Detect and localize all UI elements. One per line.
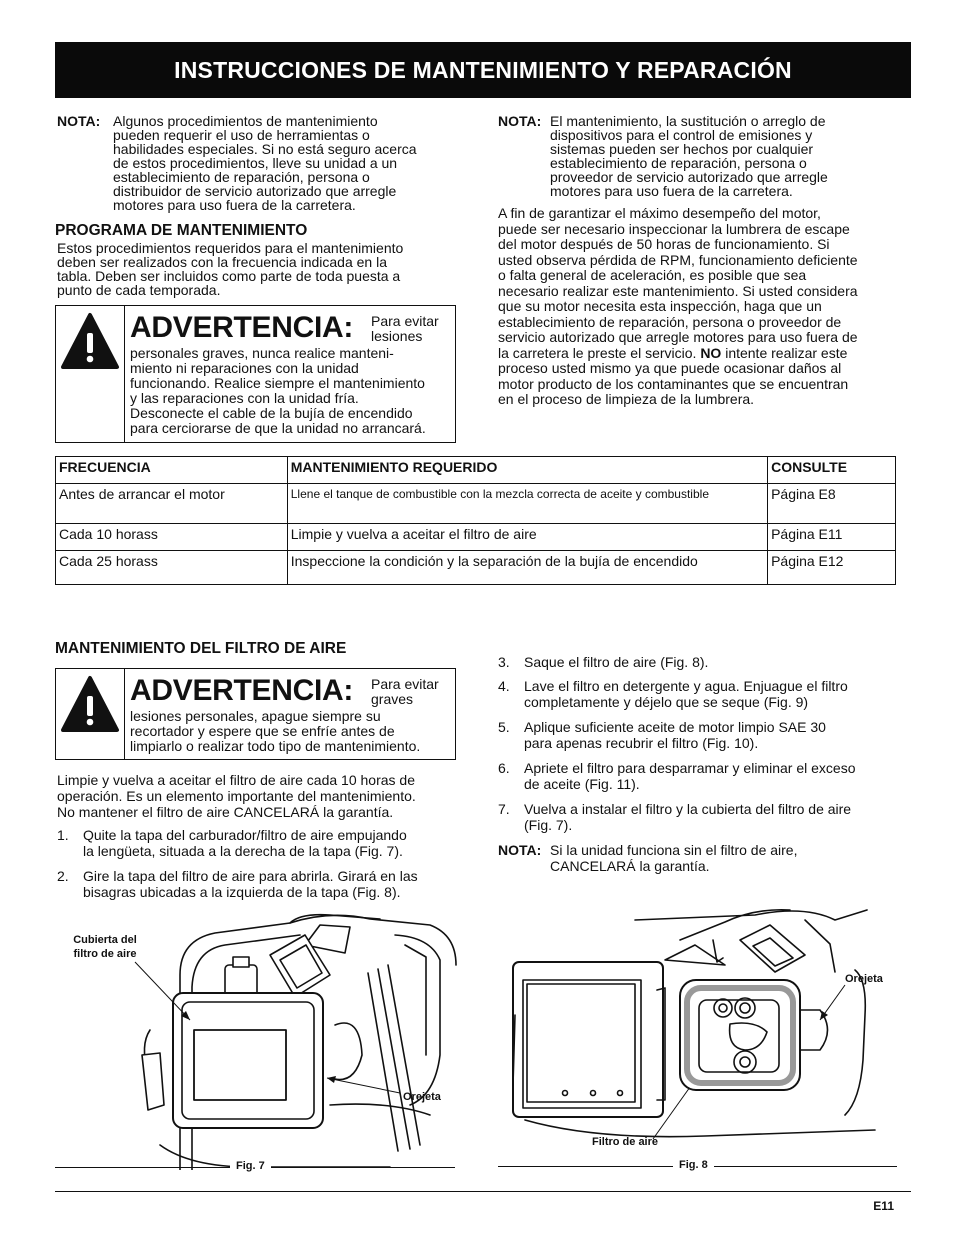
fig7-caption: Fig. 7 <box>230 1160 271 1172</box>
list-line: Gire la tapa del filtro de aire para abrirla. Girará en las <box>83 868 418 884</box>
paragraph-line: punto de cada temporada. <box>57 282 221 298</box>
warning-side-line: lesiones <box>371 328 423 344</box>
nota-line: Algunos procedimientos de mantenimiento <box>113 113 378 129</box>
paragraph-line: No mantener el filtro de aire CANCELARÁ la garantía. <box>57 804 394 820</box>
warning-line: recortador y espere que se enfríe antes de <box>130 723 395 739</box>
warning-line: para cerciorarse de que la unidad no arrancará. <box>130 420 426 436</box>
paragraph-line: usted observa pérdida de RPM, funcionamiento deficiente <box>498 251 858 268</box>
warning-line: y las reparaciones con la unidad fría. <box>130 390 359 406</box>
paragraph-line: necesario realizar este mantenimiento. Si usted considera <box>498 282 858 299</box>
emphasis-no: NO <box>700 344 722 361</box>
table-cell: Antes de arrancar el motor <box>56 484 288 524</box>
list-number: 5. <box>498 719 510 735</box>
paragraph-line: motor producto de los contaminantes que se encuentran <box>498 375 849 392</box>
paragraph-line: tabla. Deben ser incluidos como parte de toda puesta a <box>57 268 401 284</box>
fig8-caption: Fig. 8 <box>673 1159 714 1171</box>
table-cell: Cada 10 horass <box>56 524 288 551</box>
footer-rule <box>55 1191 911 1192</box>
page-number: E11 <box>873 1199 894 1213</box>
column-header: MANTENIMIENTO REQUERIDO <box>287 457 767 484</box>
warning-heading: ADVERTENCIA: <box>130 674 354 707</box>
nota-line: de estos procedimientos, lleve su unidad a un <box>113 155 398 171</box>
warning-line: miento ni reparaciones con la unidad <box>130 360 359 376</box>
warning-side-line: Para evitar <box>371 676 439 692</box>
table-cell: Cada 25 horass <box>56 551 288 585</box>
callout-line: filtro de aire <box>73 948 137 960</box>
paragraph-span: la carretera le preste el servicio. <box>498 344 697 361</box>
callout-line: Cubierta del <box>73 934 137 946</box>
nota-line: establecimiento de reparación, persona o <box>550 155 807 171</box>
list-line: la lengüeta, situada a la derecha de la tapa (Fig. 7). <box>83 843 403 859</box>
nota-line: habilidades especiales. Si no está seguro acerca <box>113 141 417 157</box>
nota-line: sistemas pueden ser hechos por cualquier <box>550 141 814 157</box>
list-line: para apenas recubrir el filtro (Fig. 10). <box>524 735 759 751</box>
paragraph-line: del motor después de 50 horas de funcionamiento. Si <box>498 236 830 252</box>
warning-line: personales graves, nunca realice manteni- <box>130 345 394 361</box>
paragraph-line: en el proceso de limpieza de la lumbrera. <box>498 391 755 407</box>
list-line: Aplique suficiente aceite de motor limpio SAE 30 <box>524 719 826 735</box>
paragraph-line: establecimiento de reparación, persona o proveedor de <box>498 313 842 330</box>
warning-side-line: Para evitar <box>371 313 439 329</box>
table-cell: Página E8 <box>768 484 896 524</box>
nota-label: NOTA: <box>57 113 101 129</box>
paragraph-line: o falta general de aceleración, es posible que sea <box>498 267 807 283</box>
paragraph-line: Estos procedimientos requeridos para el mantenimiento <box>57 240 404 256</box>
table-cell: Página E11 <box>768 524 896 551</box>
list-line: Saque el filtro de aire (Fig. 8). <box>524 654 709 670</box>
list-line: Vuelva a instalar el filtro y la cubierta del filtro de aire <box>524 801 852 817</box>
list-number: 3. <box>498 654 510 670</box>
list-number: 6. <box>498 760 510 776</box>
nota-line: dispositivos para el control de emisiones y <box>550 127 813 143</box>
page-title: INSTRUCCIONES DE MANTENIMIENTO Y REPARACIÓN <box>55 42 911 98</box>
paragraph-line: servicio autorizado que arregle motores para uso fuera de <box>498 329 858 345</box>
filtro-heading: MANTENIMIENTO DEL FILTRO DE AIRE <box>55 640 347 657</box>
warning-line: funcionando. Realice siempre el mantenimiento <box>130 375 425 391</box>
warning-line: limpiarlo o realizar todo tipo de mantenimiento. <box>130 738 421 754</box>
fig7-label-tab: Orejeta <box>403 1091 441 1103</box>
nota-line: establecimiento de reparación, persona o <box>113 169 370 185</box>
column-header: CONSULTE <box>768 457 896 484</box>
warning-side-line: graves <box>371 691 414 707</box>
nota-line: El mantenimiento, la sustitución o arreglo de <box>550 113 826 129</box>
list-number: 4. <box>498 678 510 694</box>
paragraph-line: deben ser realizados con la frecuencia indicada en la <box>57 254 387 270</box>
nota-line: proveedor de servicio autorizado que arregle <box>550 169 828 185</box>
list-line: Lave el filtro en detergente y agua. Enjuague el filtro <box>524 678 848 694</box>
list-line: (Fig. 7). <box>524 817 573 833</box>
list-line: Quite la tapa del carburador/filtro de aire empujando <box>83 827 407 843</box>
nota-line: CANCELARÁ la garantía. <box>550 858 710 874</box>
table-cell: Inspeccione la condición y la separación de la bujía de encendido <box>287 551 767 585</box>
nota-label: NOTA: <box>498 842 542 858</box>
paragraph-line: puede ser necesario inspeccionar la lumbrera de escape <box>498 220 850 237</box>
list-line: de aceite (Fig. 11). <box>524 776 640 792</box>
paragraph-line: operación. Es un elemento importante del mantenimiento. <box>57 788 416 804</box>
list-line: bisagras ubicadas a la izquierda de la tapa (Fig. 8). <box>83 884 401 900</box>
list-line: completamente y déjelo que se seque (Fig. 9) <box>524 694 809 710</box>
paragraph-line: proceso usted mismo ya que puede ocasionar daños al <box>498 360 842 376</box>
paragraph-line: que su motor necesita esta inspección, haga que un <box>498 298 822 314</box>
paragraph-line: A fin de garantizar el máximo desempeño del motor, <box>498 205 821 221</box>
warning-heading: ADVERTENCIA: <box>130 311 354 344</box>
nota-line: Si la unidad funciona sin el filtro de aire, <box>550 842 798 858</box>
table-cell: Página E12 <box>768 551 896 585</box>
nota-line: motores para uso fuera de la carretera. <box>113 197 356 213</box>
table-cell: Llene el tanque de combustible con la mezcla correcta de aceite y combustible <box>287 484 767 524</box>
programa-heading: PROGRAMA DE MANTENIMIENTO <box>55 222 308 239</box>
table-cell: Limpie y vuelva a aceitar el filtro de aire <box>287 524 767 551</box>
nota-line: motores para uso fuera de la carretera. <box>550 183 793 199</box>
warning-line: Desconecte el cable de la bujía de encendido <box>130 405 413 421</box>
paragraph-span: intente realizar este <box>721 344 848 361</box>
list-number: 2. <box>57 868 69 884</box>
nota-label: NOTA: <box>498 113 542 129</box>
paragraph-line: Limpie y vuelva a aceitar el filtro de aire cada 10 horas de <box>57 772 415 788</box>
list-number: 7. <box>498 801 510 817</box>
nota-line: distribuidor de servicio autorizado que arregle <box>113 183 397 199</box>
fig8-label-tab: Orejeta <box>845 973 883 985</box>
fig8-illustration <box>505 900 895 1150</box>
fig8-label-filter: Filtro de aire <box>592 1136 659 1148</box>
nota-line: pueden requerir el uso de herramientas o <box>113 127 370 143</box>
warning-line: lesiones personales, apague siempre su <box>130 708 381 724</box>
column-header: FRECUENCIA <box>56 457 288 484</box>
list-number: 1. <box>57 827 69 843</box>
list-line: Apriete el filtro para desparramar y eliminar el exceso <box>524 760 856 776</box>
